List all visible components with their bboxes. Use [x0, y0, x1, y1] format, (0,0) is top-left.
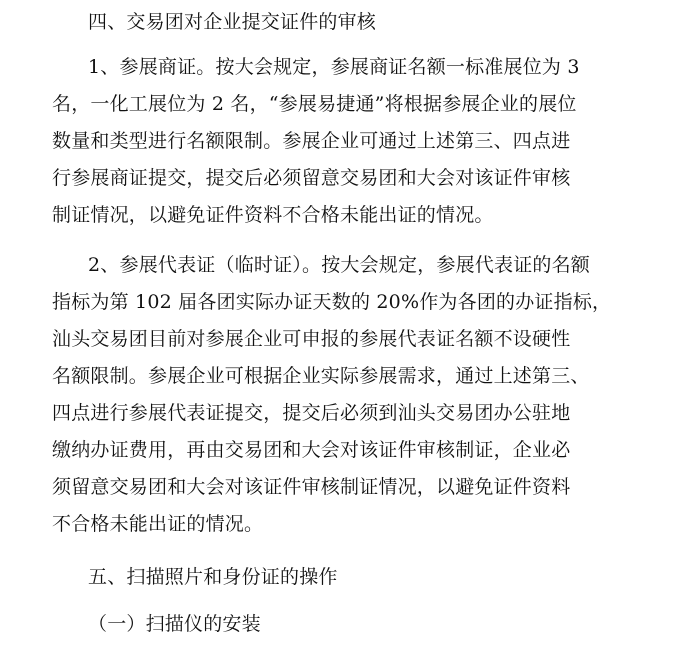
- paragraph-2-line-8: 不合格未能出证的情况。: [52, 513, 264, 535]
- paragraph-2-line-1: 2、参展代表证（临时证）。按大会规定，参展代表证的名额: [88, 254, 590, 276]
- paragraph-2-line-2: 指标为第 102 届各团实际办证天数的 20%作为各团的办证指标，: [52, 291, 612, 313]
- paragraph-2-line-7: 须留意交易团和大会对该证件审核制证情况，以避免证件资料: [52, 476, 571, 498]
- section-heading-4: 四、交易团对企业提交证件的审核: [88, 11, 377, 33]
- paragraph-2-line-3: 汕头交易团目前对参展企业可申报的参展代表证名额不设硬性: [52, 328, 571, 350]
- paragraph-1-line-1: 1、参展商证。按大会规定，参展商证名额一标准展位为 3: [88, 56, 580, 78]
- paragraph-2-line-5: 四点进行参展代表证提交，提交后必须到汕头交易团办公驻地: [52, 402, 571, 424]
- paragraph-1-line-2: 名，一化工展位为 2 名，“参展易捷通”将根据参展企业的展位: [52, 93, 577, 115]
- section-heading-5: 五、扫描照片和身份证的操作: [88, 566, 338, 588]
- paragraph-1-line-3: 数量和类型进行名额限制。参展企业可通过上述第三、四点进: [52, 130, 571, 152]
- paragraph-2-line-6: 缴纳办证费用，再由交易团和大会对该证件审核制证，企业必: [52, 439, 571, 461]
- paragraph-1-line-5: 制证情况，以避免证件资料不合格未能出证的情况。: [52, 204, 494, 226]
- paragraph-1-line-4: 行参展商证提交，提交后必须留意交易团和大会对该证件审核: [52, 167, 571, 189]
- subsection-heading-1: （一）扫描仪的安装: [88, 613, 261, 635]
- paragraph-2-line-4: 名额限制。参展企业可根据企业实际参展需求，通过上述第三、: [52, 365, 590, 387]
